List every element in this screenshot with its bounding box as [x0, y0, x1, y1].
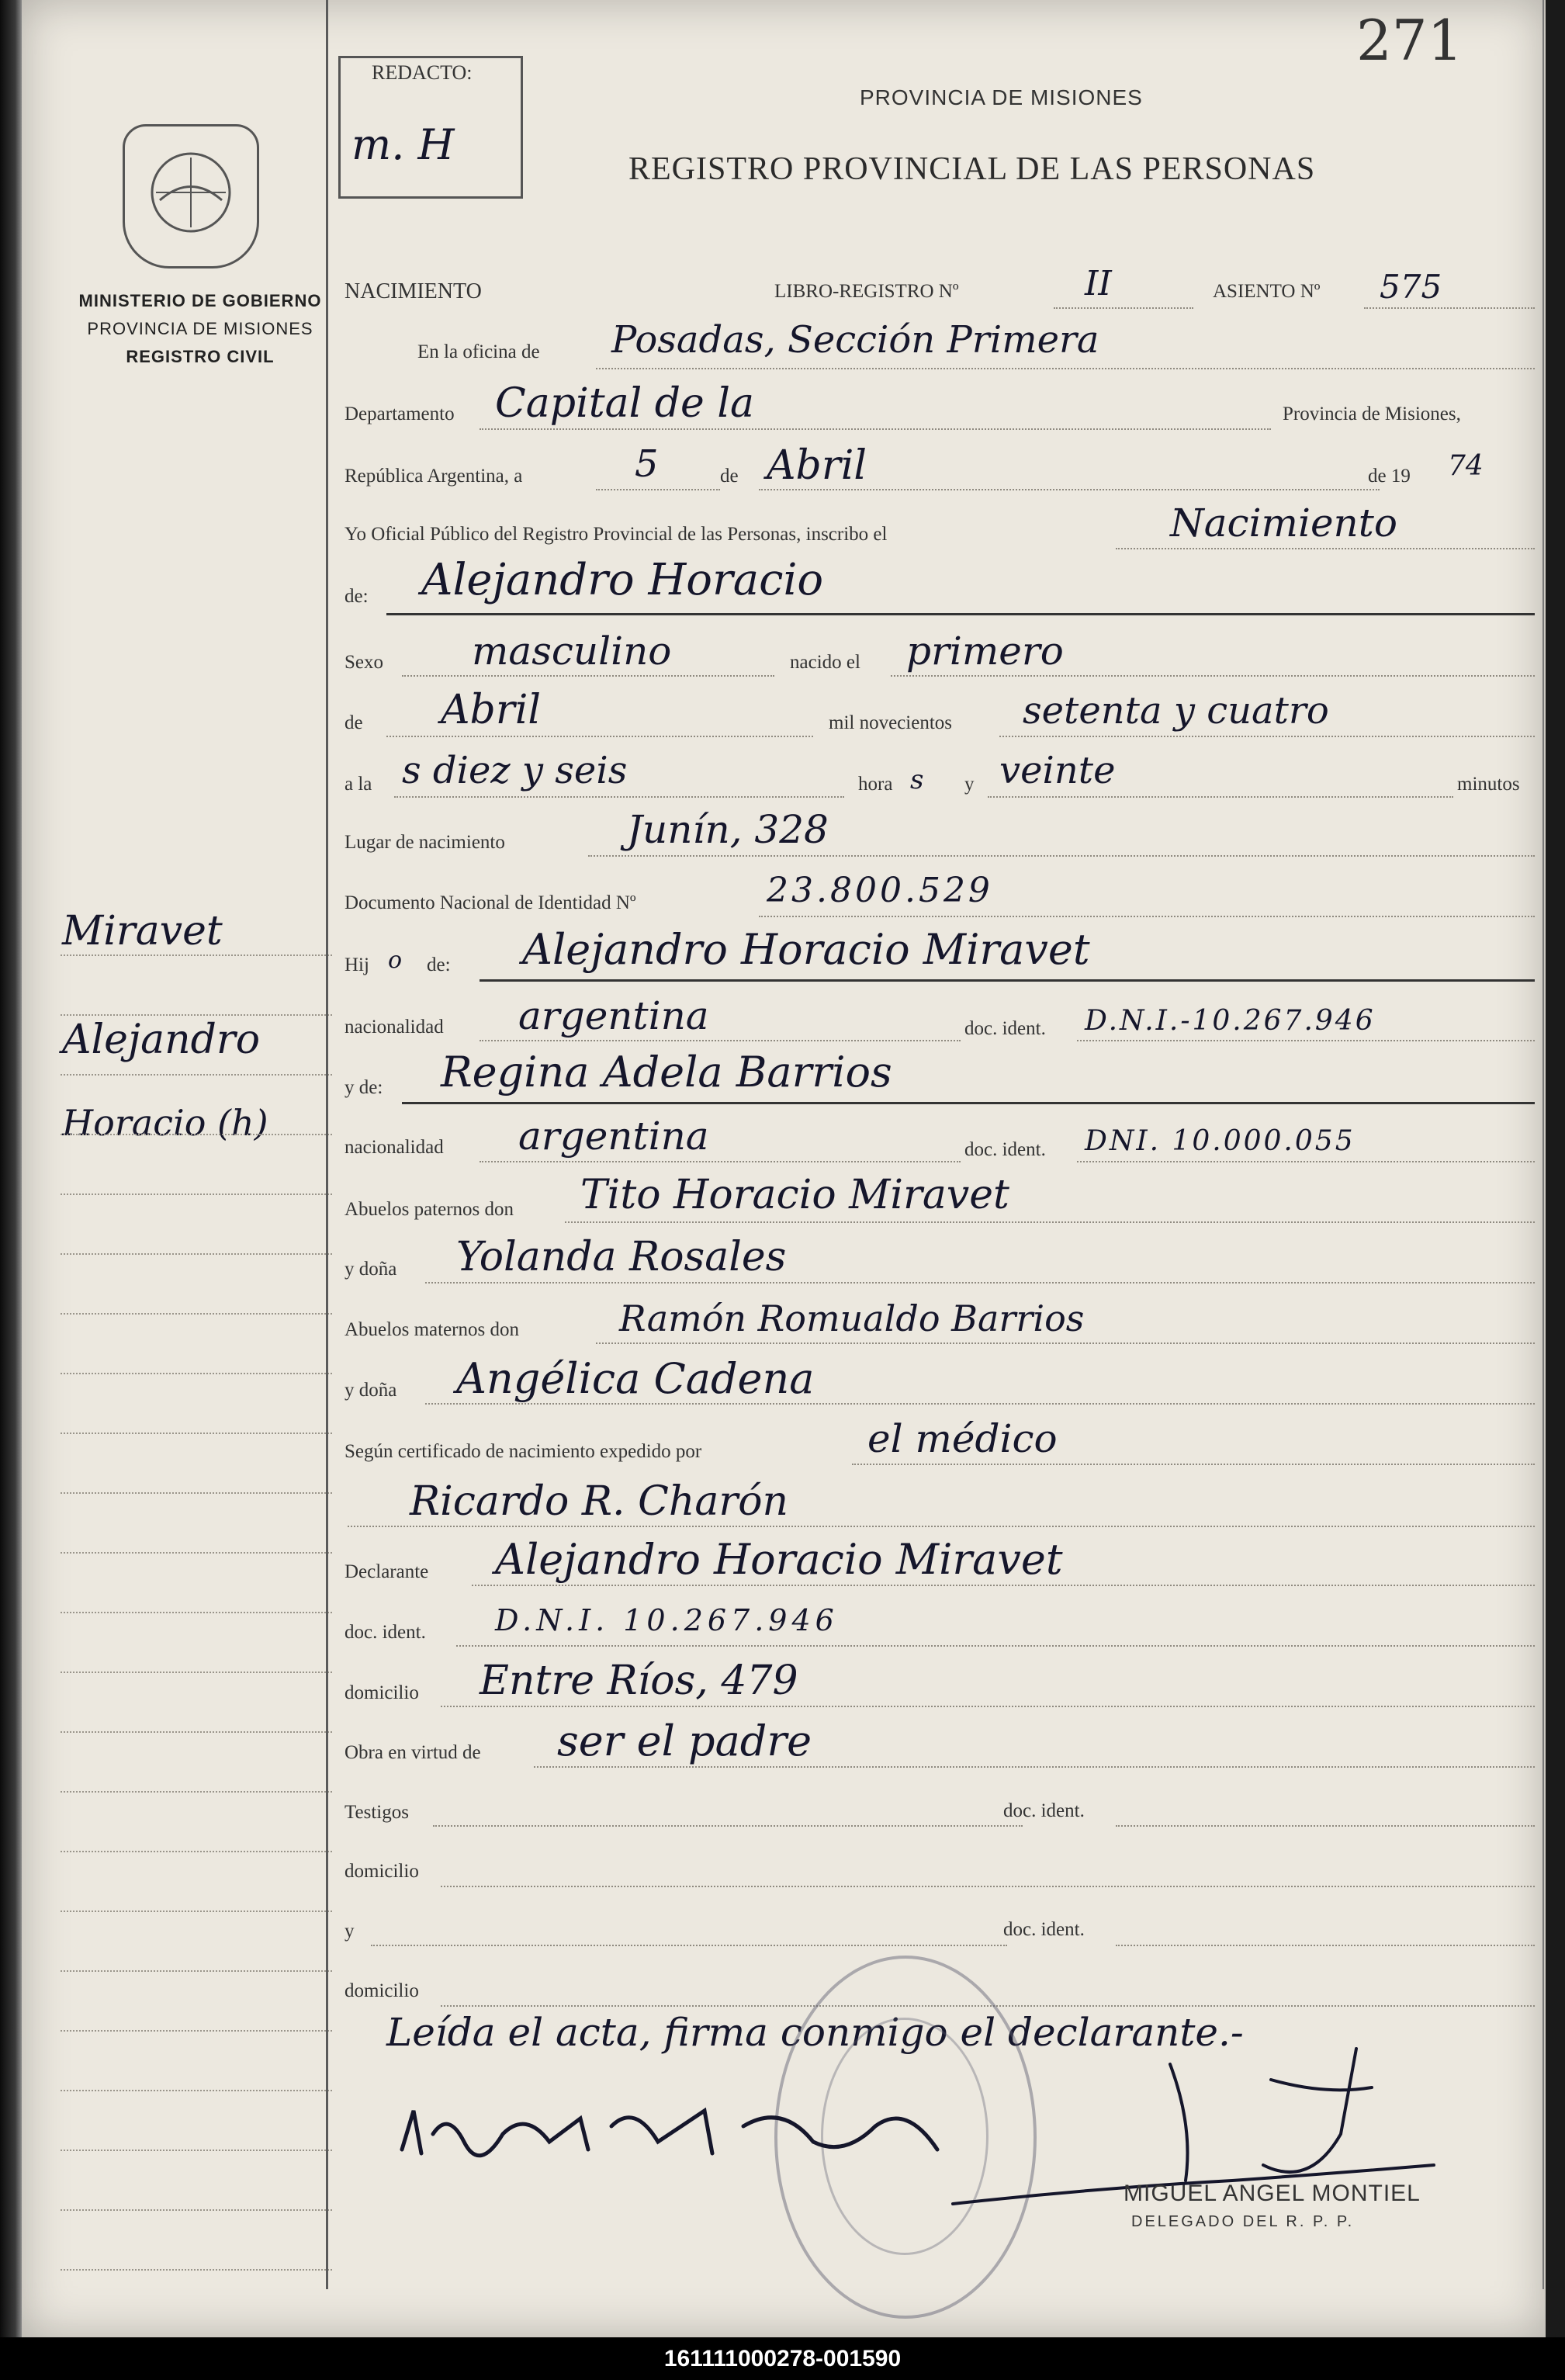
domicilio-label: domicilio — [345, 1682, 419, 1703]
yo-oficial-value: Nacimiento — [1170, 501, 1397, 546]
header-registry: REGISTRO PROVINCIAL DE LAS PERSONAS — [628, 151, 1316, 187]
redacto-label: REDACTO: — [372, 61, 473, 84]
registry-page — [22, 0, 1546, 2337]
minutos-label: minutos — [1457, 774, 1520, 795]
hijo-label: Hij — [345, 954, 369, 975]
month-value: Abril — [767, 442, 867, 489]
header-province: PROVINCIA DE MISIONES — [860, 85, 1143, 109]
delegate-name: MIGUEL ANGEL MONTIEL — [1124, 2181, 1421, 2206]
yo-oficial-label: Yo Oficial Público del Registro Provincial de las Personas, inscribo el — [345, 524, 888, 545]
declarante-value: Alejandro Horacio Miravet — [495, 1535, 1063, 1584]
redacto-box — [338, 56, 523, 199]
anio-nac-value: setenta y cuatro — [1023, 689, 1329, 733]
y-minutos-label: y — [964, 774, 975, 795]
decl-doc-value: D.N.I. 10.267.946 — [495, 1603, 839, 1637]
margin-rule-line — [61, 1253, 332, 1256]
declarante-label: Declarante — [345, 1561, 429, 1582]
abpat-dona-label: y doña — [345, 1259, 397, 1280]
margin-rule-line — [61, 1373, 332, 1375]
margin-rule-line — [61, 1791, 332, 1793]
obra-value: ser el padre — [557, 1717, 812, 1765]
testigo1-doc-label: doc. ident. — [1003, 1800, 1085, 1821]
page-number: 271 — [1356, 8, 1463, 73]
sexo-label: Sexo — [345, 652, 383, 673]
margin-rule-line — [61, 1433, 332, 1435]
redacto-initials: m. H — [351, 120, 455, 169]
margin-rule-line — [61, 1672, 332, 1674]
mes-nac-value: Abril — [441, 687, 541, 733]
abmat-dona-label: y doña — [345, 1380, 397, 1401]
abmat-value: Ramón Romualdo Barrios — [619, 1297, 1085, 1339]
document-id: 161111000278-001590 — [663, 2346, 902, 2371]
book-binding — [0, 0, 22, 2337]
margin-rule-line — [61, 2209, 332, 2212]
segun-value: el médico — [867, 1416, 1058, 1461]
oficina-value: Posadas, Sección Primera — [611, 318, 1099, 362]
asiento-value: 575 — [1380, 268, 1442, 306]
nombre-de-label: de: — [345, 586, 369, 607]
padre-value: Alejandro Horacio Miravet — [522, 925, 1090, 974]
republica-label: República Argentina, a — [345, 466, 523, 487]
margin-note-surname: Miravet — [62, 908, 223, 954]
testigo1-domicilio-label: domicilio — [345, 1861, 419, 1882]
testigo2-domicilio-label: domicilio — [345, 1980, 419, 2001]
year-label: de 19 — [1368, 466, 1411, 487]
margin-rule-line — [61, 1492, 332, 1495]
margin-rule-line — [61, 1851, 332, 1853]
a-la-label: a la — [345, 774, 372, 795]
madre-doc-value: DNI. 10.000.055 — [1085, 1125, 1356, 1157]
abmat-dona-value: Angélica Cadena — [456, 1354, 815, 1403]
padre-doc-label: doc. ident. — [964, 1018, 1046, 1039]
margin-rule-line — [61, 1911, 332, 1913]
abpat-value: Tito Horacio Miravet — [580, 1172, 1009, 1218]
libro-label: LIBRO-REGISTRO Nº — [774, 281, 959, 302]
margin-rule-line — [61, 1014, 332, 1017]
testigos-label: Testigos — [345, 1802, 409, 1823]
domicilio-value: Entre Ríos, 479 — [480, 1658, 798, 1704]
left-margin-column — [22, 0, 326, 2328]
lugar-label: Lugar de nacimiento — [345, 832, 505, 853]
margin-rule-line — [61, 2090, 332, 2092]
hora-value: s diez y seis — [402, 749, 628, 792]
margin-rule-line — [61, 2030, 332, 2032]
asiento-label: ASIENTO Nº — [1213, 281, 1321, 302]
dni-label: Documento Nacional de Identidad Nº — [345, 892, 636, 913]
horas-suffix: s — [910, 764, 924, 795]
year-value: 74 — [1448, 450, 1484, 482]
padre-nac-value: argentina — [518, 993, 709, 1038]
madre-value: Regina Adela Barrios — [441, 1048, 892, 1096]
medico-value: Ricardo R. Charón — [410, 1478, 789, 1525]
lugar-value: Junín, 328 — [627, 807, 829, 852]
margin-note-name2: Horacio (h) — [62, 1102, 268, 1144]
act-type-label: NACIMIENTO — [345, 279, 482, 303]
madre-nac-value: argentina — [518, 1114, 709, 1159]
departamento-value: Capital de la — [495, 380, 754, 427]
document-id-bar — [0, 2337, 1565, 2380]
madre-doc-label: doc. ident. — [964, 1139, 1046, 1160]
delegate-role: DELEGADO DEL R. P. P. — [1131, 2213, 1355, 2230]
margin-rule-line — [61, 1313, 332, 1315]
oficina-label: En la oficina de — [417, 341, 540, 362]
ministry-line1: MINISTERIO DE GOBIERNO — [78, 291, 322, 310]
margin-rule-line — [61, 1552, 332, 1554]
departamento-label: Departamento — [345, 404, 455, 424]
margin-divider — [326, 0, 328, 2289]
margin-rule-line — [61, 1970, 332, 1973]
margin-rule-line — [61, 2150, 332, 2152]
declarant-signature — [379, 2080, 999, 2181]
horas-label: hora — [858, 774, 893, 795]
margin-rule-line — [61, 1134, 332, 1136]
padre-nac-label: nacionalidad — [345, 1017, 444, 1038]
margin-rule-line — [61, 954, 332, 957]
nombre-value: Alejandro Horacio — [421, 555, 824, 605]
page-edge — [1542, 0, 1544, 2289]
decl-doc-label: doc. ident. — [345, 1622, 426, 1643]
minutos-value: veinte — [999, 749, 1116, 792]
margin-rule-line — [61, 2269, 332, 2271]
hijo-suffix: o — [388, 947, 403, 974]
margin-rule-line — [61, 1612, 332, 1614]
abmat-label: Abuelos maternos don — [345, 1319, 519, 1340]
nacido-label: nacido el — [790, 652, 860, 673]
margin-rule-line — [61, 1193, 332, 1196]
margin-note-name1: Alejandro — [62, 1017, 261, 1063]
misiones-coat-of-arms — [123, 124, 259, 268]
padre-doc-value: D.N.I.-10.267.946 — [1085, 1005, 1376, 1037]
provincia-label: Provincia de Misiones, — [1283, 404, 1461, 424]
segun-label: Según certificado de nacimiento expedido por — [345, 1441, 702, 1462]
abpat-dona-value: Yolanda Rosales — [456, 1234, 787, 1280]
margin-rule-line — [61, 1731, 332, 1734]
hijo-de-label: de: — [427, 954, 451, 975]
mes-de-label: de — [345, 712, 363, 733]
madre-nac-label: nacionalidad — [345, 1137, 444, 1158]
mil-novecientos-label: mil novecientos — [829, 712, 952, 733]
obra-label: Obra en virtud de — [345, 1742, 481, 1763]
margin-rule-line — [61, 1074, 332, 1076]
madre-label: y de: — [345, 1077, 383, 1098]
de-label: de — [720, 466, 739, 487]
ministry-heading — [53, 287, 348, 371]
day-value: 5 — [635, 442, 659, 486]
libro-value: II — [1085, 264, 1112, 303]
testigo2-y-label: y — [345, 1921, 355, 1942]
closing-statement: Leída el acta, firma conmigo el declarante.- — [386, 2010, 1244, 2055]
dni-value: 23.800.529 — [767, 871, 993, 910]
nacido-value: primero — [906, 629, 1064, 674]
ministry-line3: REGISTRO CIVIL — [126, 347, 275, 366]
ministry-line2: PROVINCIA DE MISIONES — [87, 319, 313, 338]
testigo2-doc-label: doc. ident. — [1003, 1919, 1085, 1940]
sexo-value: masculino — [472, 629, 672, 674]
abpat-label: Abuelos paternos don — [345, 1199, 514, 1220]
